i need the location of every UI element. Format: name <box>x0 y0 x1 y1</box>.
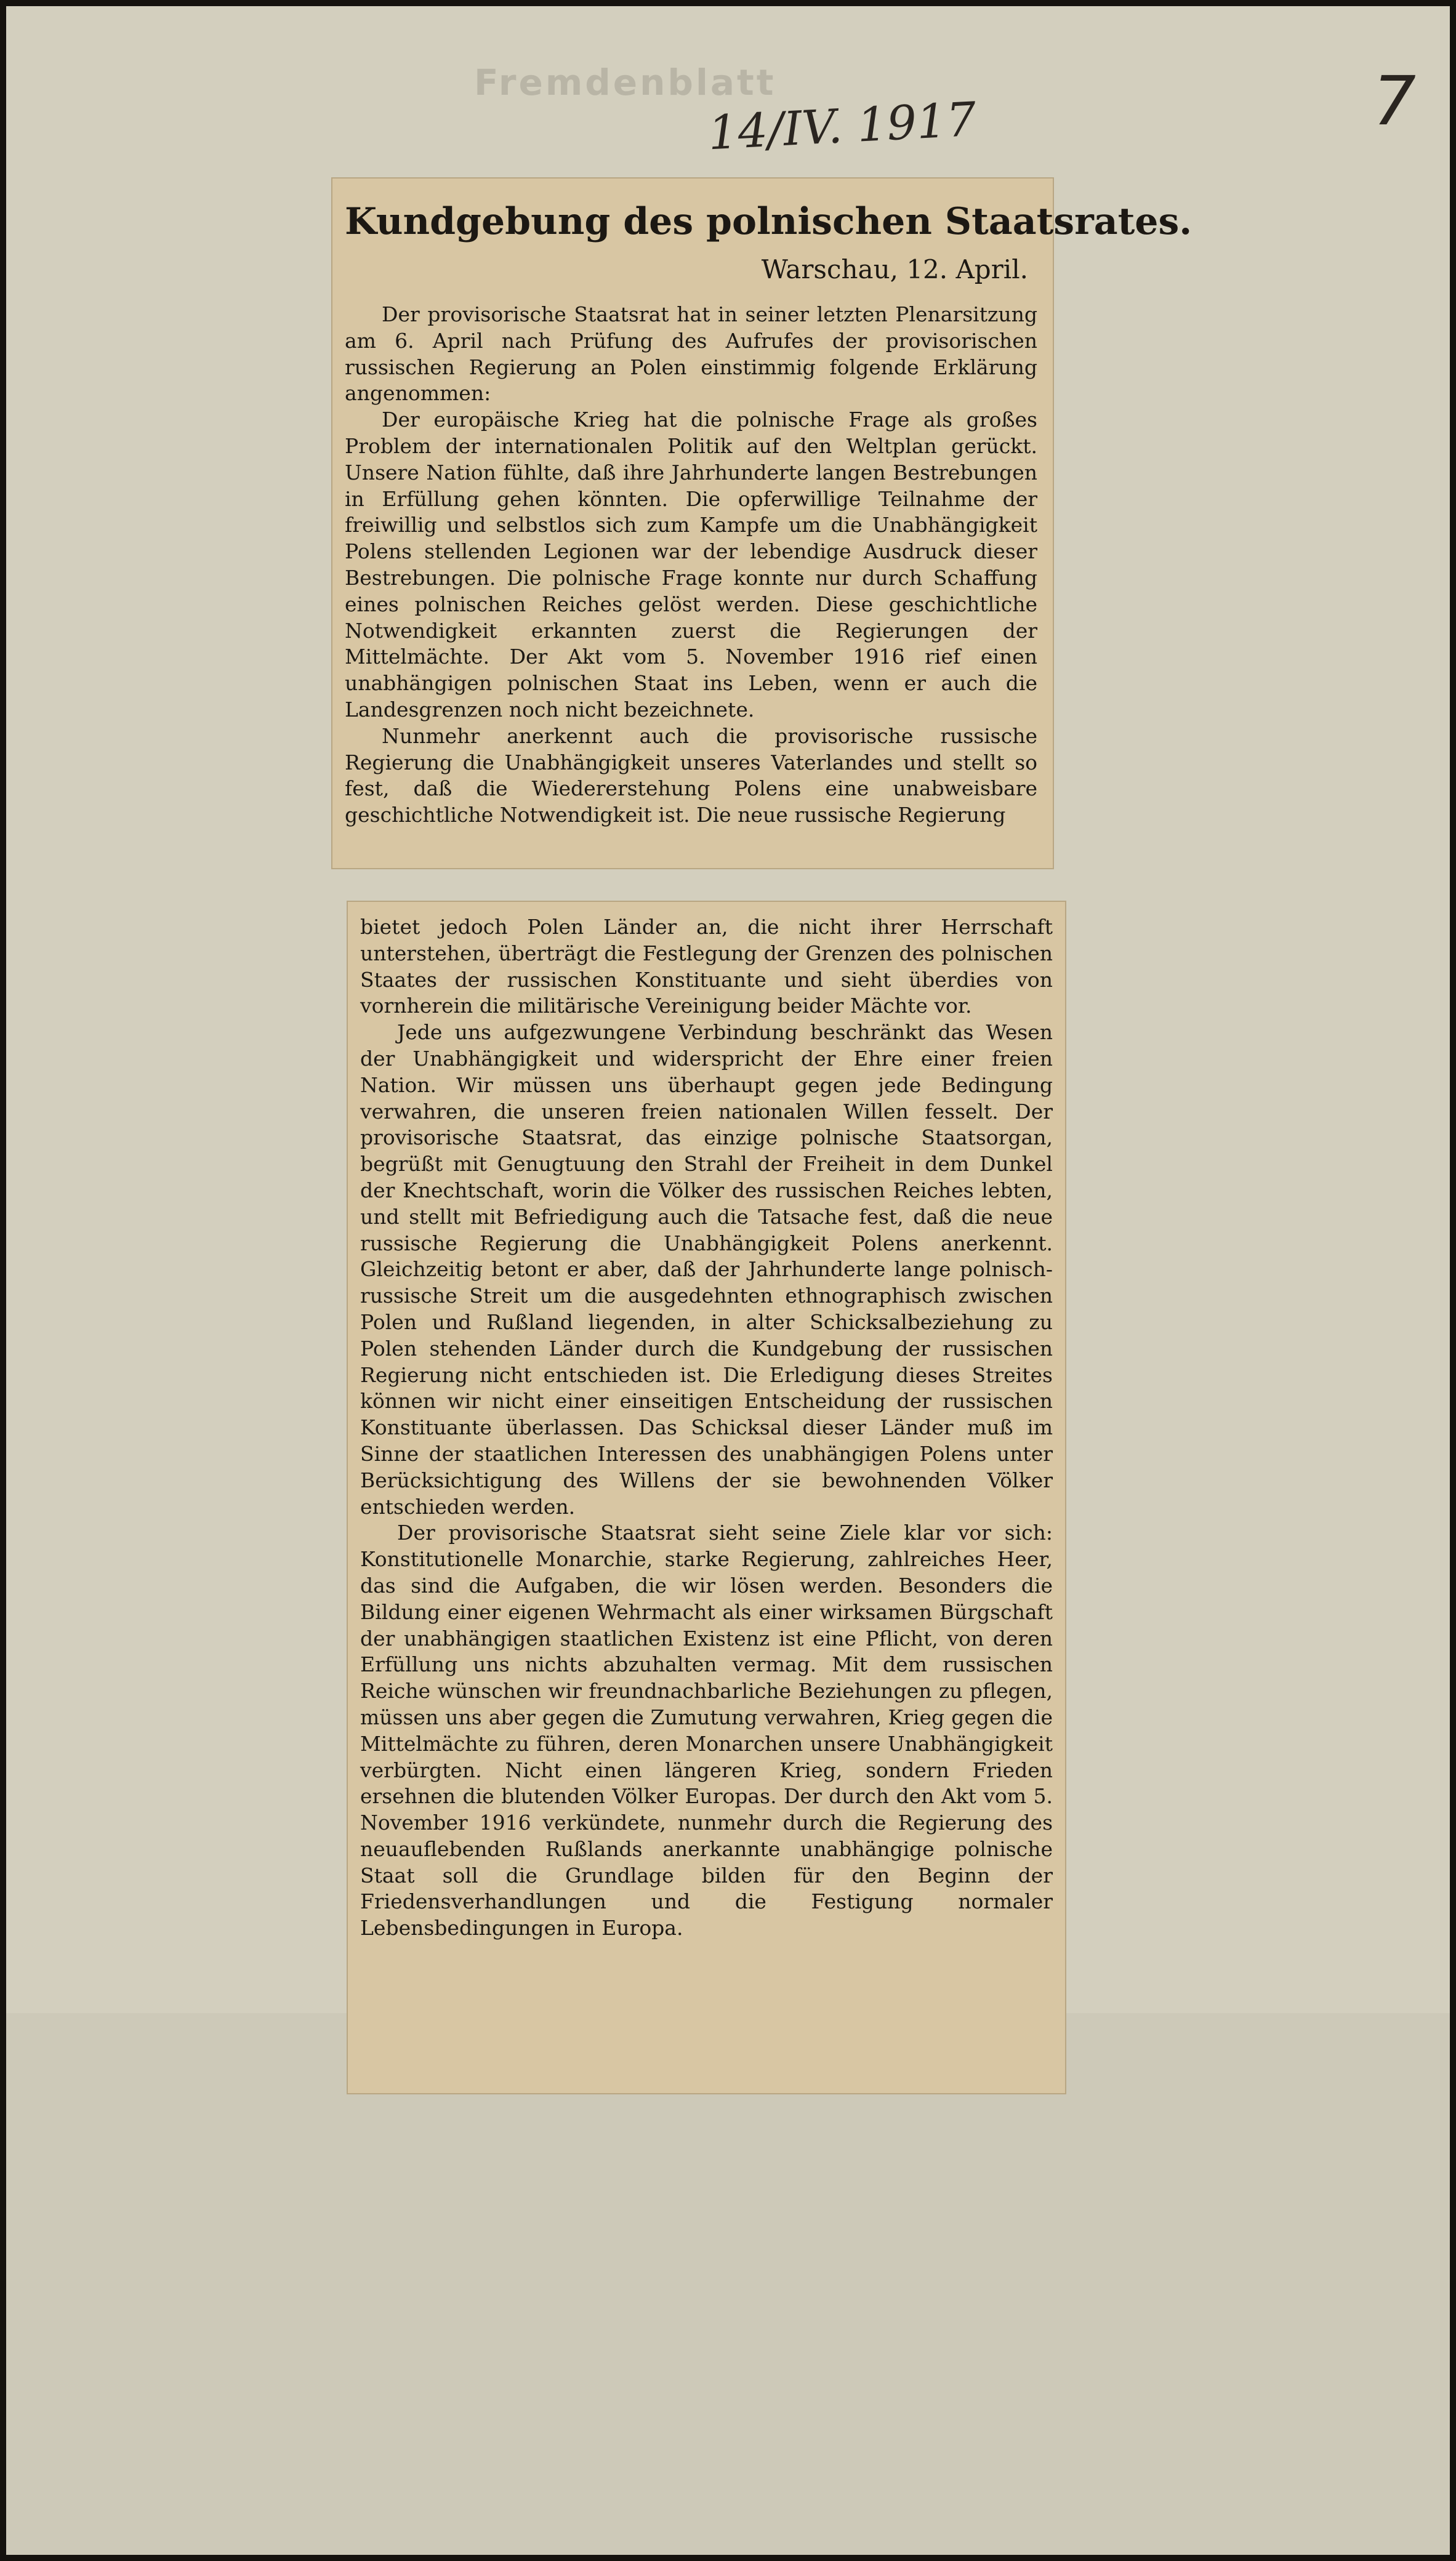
clipping-upper <box>332 179 1193 868</box>
handwritten-date: 14/IV. 1917 <box>706 91 978 161</box>
dateline: Warschau, 12. April. <box>761 254 1028 284</box>
headline: Kundgebung des polnischen Staatsrates. <box>345 200 1193 243</box>
paragraph: bietet jedoch Polen Länder an, die nicht ihrer Herrschaft unterstehen, überträgt die Festlegung der Grenzen des polnischen Staates der russischen Konstituante und sieht überdies von vornherein die militärische Vereinigung beider Mächte vor. <box>360 915 1053 1018</box>
article-body-lower <box>360 914 1053 1942</box>
handwritten-page-number: 7 <box>1373 62 1416 140</box>
paragraph: Jede uns aufgezwungene Verbindung beschränkt das Wesen der Unabhängigkeit und widerspricht der Ehre einer freien Nation. Wir müssen uns überhaupt gegen jede Bedingung verwahren, die unseren freien nationalen Willen fesselt. Der provisorische Staatsrat, das einzige polnische Staatsorgan, begrüßt mit Genugtuung den Strahl der Freiheit in dem Dunkel der Knechtschaft, worin die Völker des russischen Reiches lebten, und stellt mit Befriedigung auch die Tatsache fest, daß die neue russische Regierung die Unabhängigkeit Polens anerkennt. Gleichzeitig betont er aber, daß der Jahrhunderte lange polnisch-russische Streit um die ausgedehnten ethnographisch zwischen Polen und Rußland liegenden, in alter Schicksalbeziehung zu Polen stehenden Länder durch die Kundgebung der russischen Regierung nicht entschieden ist. Die Erledigung dieses Streites können wir nicht einer einseitigen Entscheidung der russischen Konstituante überlassen. Das Schicksal dieser Länder muß im Sinne der staatlichen Interessen des unabhängigen Polens unter Berücksichtigung des Willens der sie bewohnenden Völker entschieden werden. <box>360 1020 1053 1519</box>
paragraph: Der europäische Krieg hat die polnische Frage als großes Problem der internationalen Politik auf den Weltplan gerückt. Unsere Nation fühlte, daß ihre Jahrhunderte langen Bestrebungen in Erfüllung gehen könnten. Die opferwillige Teilnahme der freiwillig und selbstlos sich zum Kampfe um die Unabhängigkeit Polens stellenden Legionen war der lebendige Ausdruck dieser Bestrebungen. Die polnische Frage konnte nur durch Schaffung eines polnischen Reiches gelöst werden. Diese geschichtliche Notwendigkeit erkannten zuerst die Regierungen der Mittelmächte. Der Akt vom 5. November 1916 rief einen unabhängigen polnischen Staat ins Leben, wenn er auch die Landesgrenzen noch nicht bezeichnete. <box>345 408 1037 722</box>
archive-stamp: Fremdenblatt <box>474 62 776 103</box>
archive-sheet <box>6 6 1450 2555</box>
paragraph: Der provisorische Staatsrat hat in seiner letzten Plenarsitzung am 6. April nach Prüfung des Aufrufes der provisorischen russischen Regierung an Polen einstimmig folgende Erklärung angenommen: <box>345 302 1037 406</box>
paragraph: Nunmehr anerkennt auch die provisorische russische Regierung die Unabhängigkeit unseres Vaterlandes und stellt so fest, daß die Wiedererstehung Polens eine unabweisbare geschichtliche Notwendigkeit ist. Die neue russische Regierung <box>345 723 1037 827</box>
clipping-lower <box>348 902 1065 2093</box>
sheet-lower-fold <box>6 2013 1450 2555</box>
paragraph: Der provisorische Staatsrat sieht seine Ziele klar vor sich: Konstitutionelle Monarchie, starke Regierung, zahlreiches Heer, das sind die Aufgaben, die wir lösen werden. Besonders die Bildung einer eigenen Wehrmacht als einer wirksamen Bürgschaft der unabhängigen staatlichen Existenz ist eine Pflicht, von deren Erfüllung uns nichts abzuhalten vermag. Mit dem russischen Reiche wünschen wir freundnachbarliche Beziehungen zu pflegen, müssen uns aber gegen die Zumutung verwahren, Krieg gegen die Mittelmächte zu führen, deren Monarchen unsere Unabhängigkeit verbürgten. Nicht einen längeren Krieg, sondern Frieden ersehnen die blutenden Völker Europas. Der durch den Akt vom 5. November 1916 verkündete, nunmehr durch die Regierung des neuauflebenden Rußlands anerkannte unabhängige polnische Staat soll die Grundlage bilden für den Beginn der Friedensverhandlungen und die Festigung normaler Lebensbedingungen in Europa. <box>360 1521 1053 1940</box>
article-body-upper <box>345 302 1037 829</box>
